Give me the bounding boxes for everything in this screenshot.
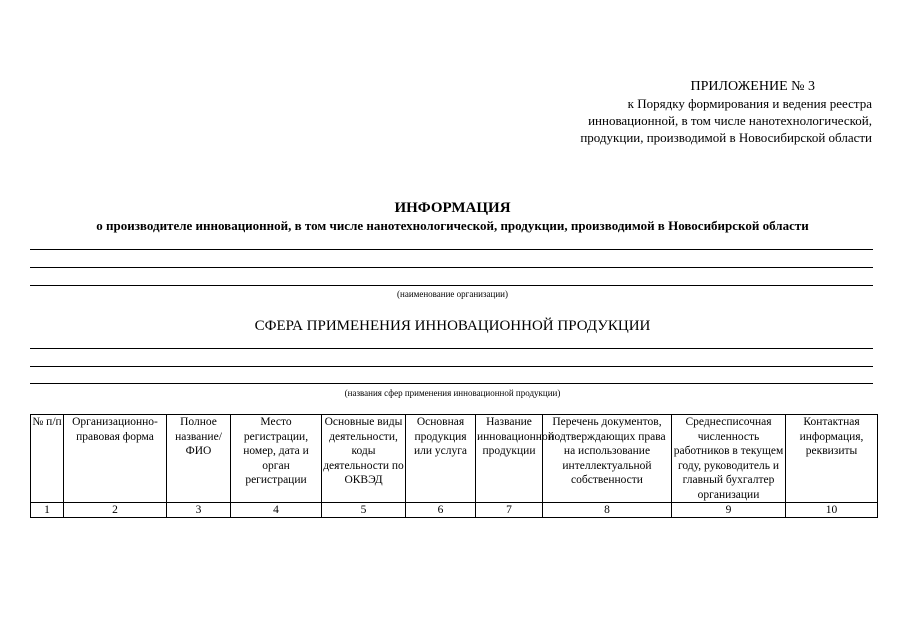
column-number-cell: 1 [31, 503, 64, 518]
table-number-row [31, 503, 878, 518]
document-header [0, 200, 905, 234]
column-number-cell: 5 [322, 503, 406, 518]
header-cell-legal-form: Организационно-правовая форма [64, 415, 167, 503]
sphere-caption: (названия сфер применения инновационной продукции) [344, 388, 561, 398]
appendix-title: ПРИЛОЖЕНИЕ № 3 [690, 79, 815, 94]
info-table [30, 414, 878, 518]
column-number-cell: 10 [786, 503, 878, 518]
header-cell-staff: Среднесписочная численность работников в текущем году, руководитель и главный бухгалтер организации [672, 415, 786, 503]
table-header-row [31, 415, 878, 503]
column-number-cell: 9 [672, 503, 786, 518]
org-name-line [30, 249, 873, 250]
sphere-line [30, 348, 873, 349]
org-name-line [30, 285, 873, 286]
org-name-caption: (наименование организации) [397, 289, 508, 299]
header-cell-contacts: Контактная информация, реквизиты [786, 415, 878, 503]
header-cell-full-name: Полное название/ ФИО [167, 415, 231, 503]
org-name-line [30, 267, 873, 268]
column-number-cell: 2 [64, 503, 167, 518]
column-number-cell: 8 [543, 503, 672, 518]
sphere-line [30, 383, 873, 384]
column-number-cell: 4 [231, 503, 322, 518]
appendix-line: продукции, производимой в Новосибирской области [580, 130, 872, 145]
appendix-line: к Порядку формирования и ведения реестра [627, 96, 872, 111]
header-cell-ip-documents: Перечень документов, подтверждающих права на использование интеллектуальной собственности [543, 415, 672, 503]
appendix-line: инновационной, в том числе нанотехнологической, [588, 113, 872, 128]
column-number-cell: 6 [406, 503, 476, 518]
appendix-block [472, 78, 872, 146]
sphere-title: СФЕРА ПРИМЕНЕНИЯ ИННОВАЦИОННОЙ ПРОДУКЦИИ [254, 318, 651, 334]
header-cell-innovation-name: Название инновационной продукции [476, 415, 543, 503]
sphere-line [30, 366, 873, 367]
header-cell-activities: Основные виды деятельности, коды деятельности по ОКВЭД [322, 415, 406, 503]
document-subtitle: о производителе инновационной, в том числе нанотехнологической, продукции, производимой в Новосибирской области [96, 218, 809, 233]
header-cell-number: № п/п [31, 415, 64, 503]
header-cell-registration: Место регистрации, номер, дата и орган регистрации [231, 415, 322, 503]
column-number-cell: 7 [476, 503, 543, 518]
column-number-cell: 3 [167, 503, 231, 518]
document-title: ИНФОРМАЦИЯ [394, 200, 511, 216]
header-cell-main-product: Основная продукция или услуга [406, 415, 476, 503]
